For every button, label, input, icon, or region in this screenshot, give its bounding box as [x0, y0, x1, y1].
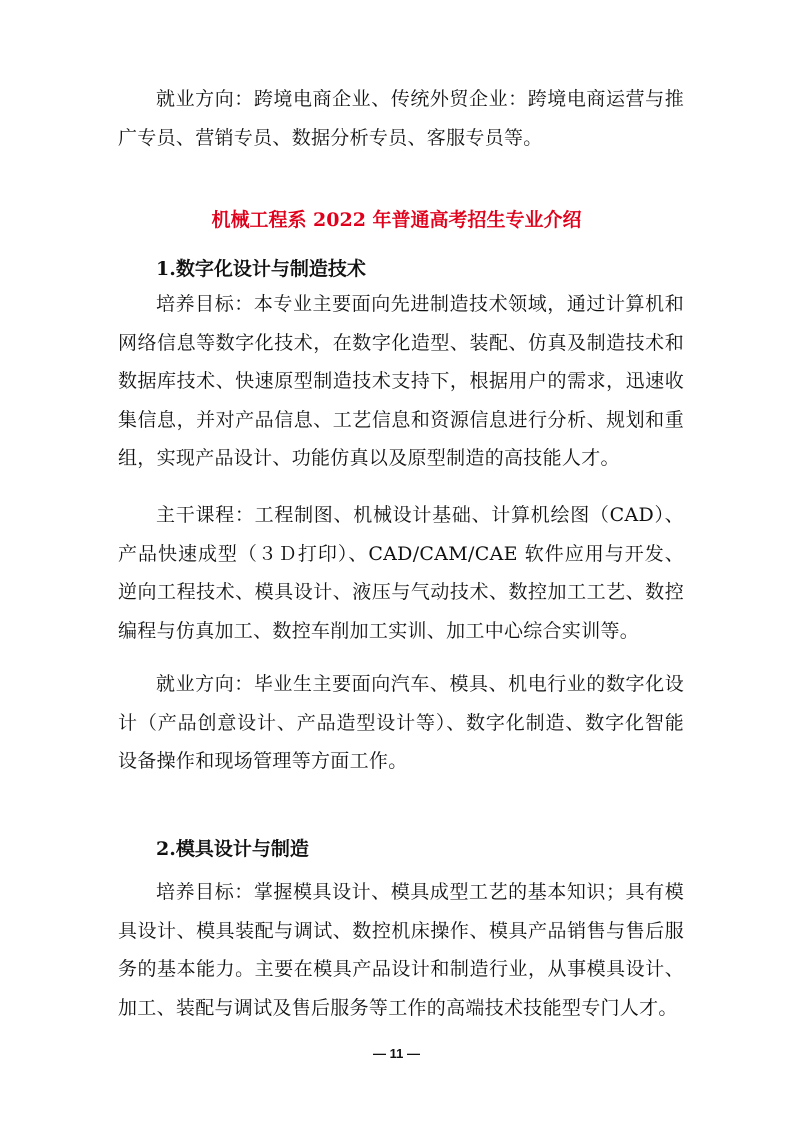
major-1-employment-paragraph: 就业方向：毕业生主要面向汽车、模具、机电行业的数字化设计（产品创意设计、产品造型设计等）、数字化制造、数字化智能设备操作和现场管理等方面工作。	[118, 673, 684, 772]
major-2-heading: 2.模具设计与制造	[156, 838, 309, 860]
page-number: — 11 —	[373, 1046, 420, 1061]
section-title: 机械工程系 2022 年普通高考招生专业介绍	[211, 209, 582, 231]
major-1-courses-paragraph: 主干课程：工程制图、机械设计基础、计算机绘图（CAD）、产品快速成型（３Ｄ打印）、CAD/CAM/CAE 软件应用与开发、逆向工程技术、模具设计、液压与气动技术、数控加工工艺、数控编程与仿真加工、数控车削加工实训、加工中心综合实训等。	[118, 504, 684, 642]
major-1-goal-paragraph: 培养目标：本专业主要面向先进制造技术领域，通过计算机和网络信息等数字化技术，在数字化造型、装配、仿真及制造技术和数据库技术、快速原型制造技术支持下，根据用户的需求，迅速收集信息，并对产品信息、工艺信息和资源信息进行分析、规划和重组，实现产品设计、功能仿真以及原型制造的高技能人才。	[118, 293, 684, 469]
major-1-heading: 1.数字化设计与制造技术	[156, 258, 366, 280]
employment-paragraph-previous-major: 就业方向：跨境电商企业、传统外贸企业：跨境电商运营与推广专员、营销专员、数据分析专员、客服专员等。	[118, 88, 684, 149]
major-2-goal-paragraph: 培养目标：掌握模具设计、模具成型工艺的基本知识；具有模具设计、模具装配与调试、数控机床操作、模具产品销售与售后服务的基本能力。主要在模具产品设计和制造行业，从事模具设计、加工、装配与调试及售后服务等工作的高端技术技能型专门人才。	[118, 881, 684, 1019]
